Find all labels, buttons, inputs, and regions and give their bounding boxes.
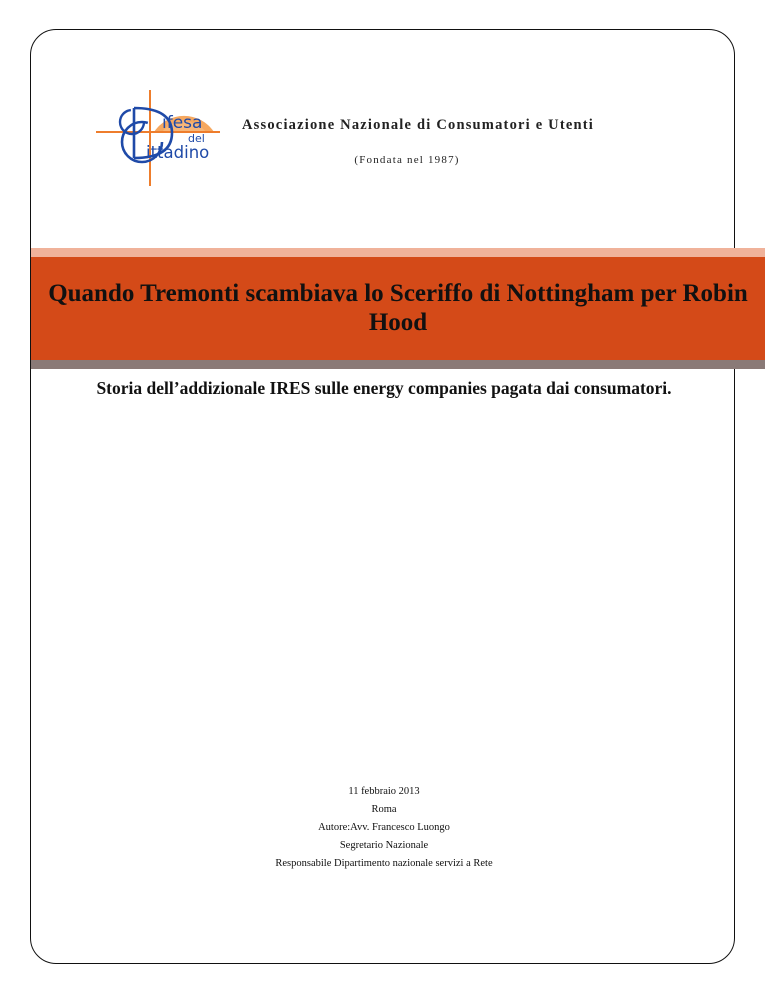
title-band	[31, 257, 765, 360]
credits-role: Segretario Nazionale	[339, 840, 429, 851]
title-band-top-stripe	[31, 248, 765, 257]
organization-founded: (Fondata nel 1987)	[354, 154, 460, 166]
credits-department: Responsabile Dipartimento nazionale servizi a Rete	[275, 858, 493, 869]
logo-text-ifesa: ifesa	[162, 113, 203, 133]
logo-text-del: del	[188, 132, 205, 145]
document-title: Quando Tremonti scambiava lo Sceriffo di Nottingham per Robin Hood	[48, 279, 748, 336]
credits-author: Autore:Avv. Francesco Luongo	[318, 822, 450, 833]
organization-name: Associazione Nazionale di Consumatori e Utenti	[242, 117, 595, 133]
credits-block	[150, 783, 618, 873]
credits-date: 11 febbraio 2013	[348, 786, 420, 797]
credits-place: Roma	[371, 804, 397, 815]
logo-difesa-del-cittadino	[92, 82, 222, 186]
document-subtitle: Storia dell’addizionale IRES sulle energy companies pagata dai consumatori.	[96, 378, 672, 398]
logo-text-ittadino: ittadino	[146, 143, 210, 162]
title-band-bottom-stripe	[31, 360, 765, 369]
